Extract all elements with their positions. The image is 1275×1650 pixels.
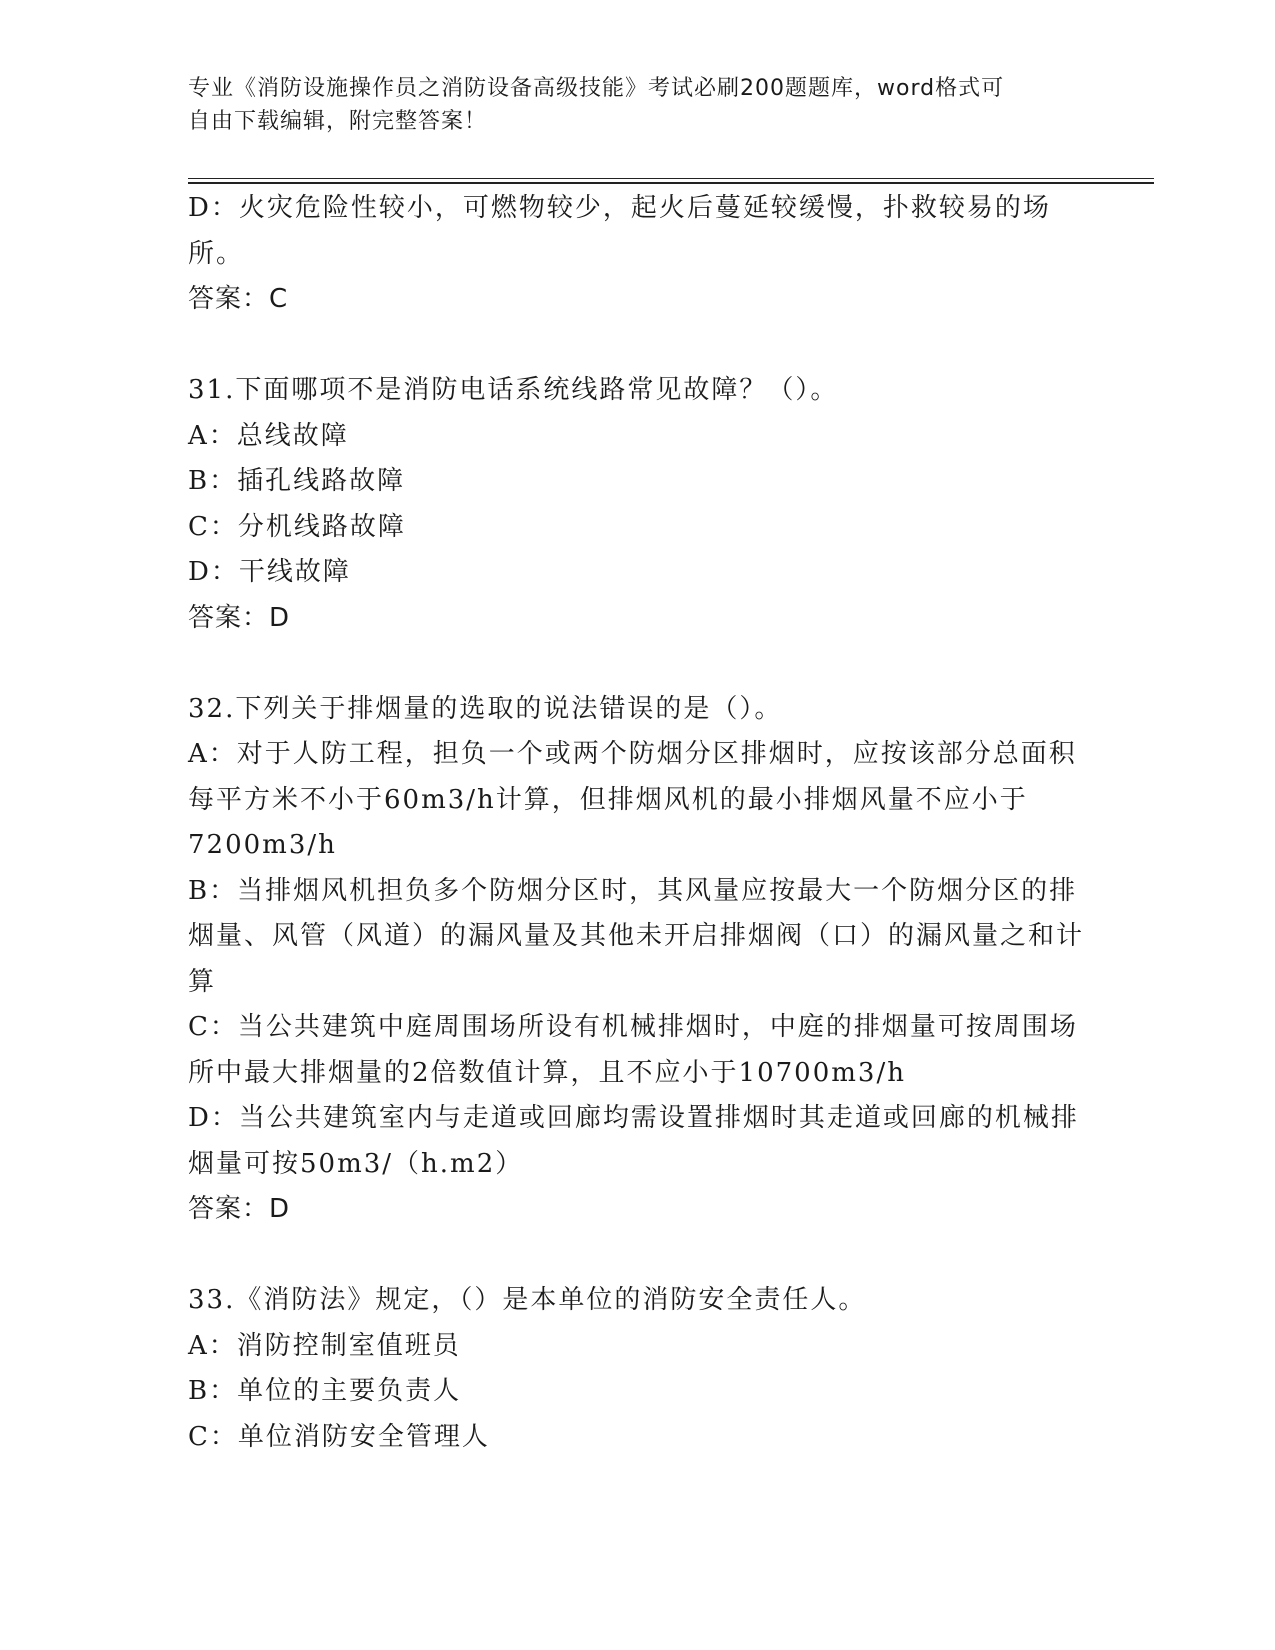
- q31-option-b: B：插孔线路故障: [188, 466, 406, 496]
- q31-option-a: A：总线故障: [188, 420, 349, 451]
- q32-option-a: A：对于人防工程，担负一个或两个防烟分区排烟时，应按该部分总面积每平方米不小于60m3/h计算，但排烟风机的最小排烟风量不应小于7200m3/h: [188, 739, 1077, 860]
- q33-stem: 33.《消防法》规定，（）是本单位的消防安全责任人。: [188, 1285, 867, 1315]
- q32-stem: 32.下列关于排烟量的选取的说法错误的是（）。: [188, 693, 783, 724]
- page-header: [188, 72, 1068, 138]
- q32-answer: 答案：D: [188, 1194, 291, 1224]
- header-line-1: 专业《消防设施操作员之消防设备高级技能》考试必刷200题题库，word格式可: [188, 76, 1005, 101]
- q32-option-b: B：当排烟风机担负多个防烟分区时，其风量应按最大一个防烟分区的排烟量、风管（风道）的漏风量及其他未开启排烟阀（口）的漏风量之和计算: [188, 875, 1085, 997]
- prev-answer: 答案：C: [188, 284, 289, 314]
- header-line-2: 自由下载编辑，附完整答案！: [188, 109, 488, 134]
- question-content: [188, 186, 1098, 1460]
- q31-option-d: D：干线故障: [188, 557, 351, 587]
- prev-option-d: D：火灾危险性较小，可燃物较少，起火后蔓延较缓慢，扑救较易的场所。: [188, 193, 1051, 269]
- header-divider: [188, 178, 1154, 184]
- q33-option-b: B：单位的主要负责人: [188, 1376, 462, 1406]
- q31-stem: 31.下面哪项不是消防电话系统线路常见故障？（）。: [188, 375, 839, 405]
- q31-option-c: C：分机线路故障: [188, 511, 406, 542]
- q32-option-c: C：当公共建筑中庭周围场所设有机械排烟时，中庭的排烟量可按周围场所中最大排烟量的2倍数值计算，且不应小于10700m3/h: [188, 1012, 1078, 1088]
- q33-option-a: A：消防控制室值班员: [188, 1330, 461, 1361]
- q33-option-c: C：单位消防安全管理人: [188, 1421, 490, 1452]
- q31-answer: 答案：D: [188, 602, 291, 633]
- q32-option-d: D：当公共建筑室内与走道或回廊均需设置排烟时其走道或回廊的机械排烟量可按50m3/（h.m2）: [188, 1103, 1079, 1179]
